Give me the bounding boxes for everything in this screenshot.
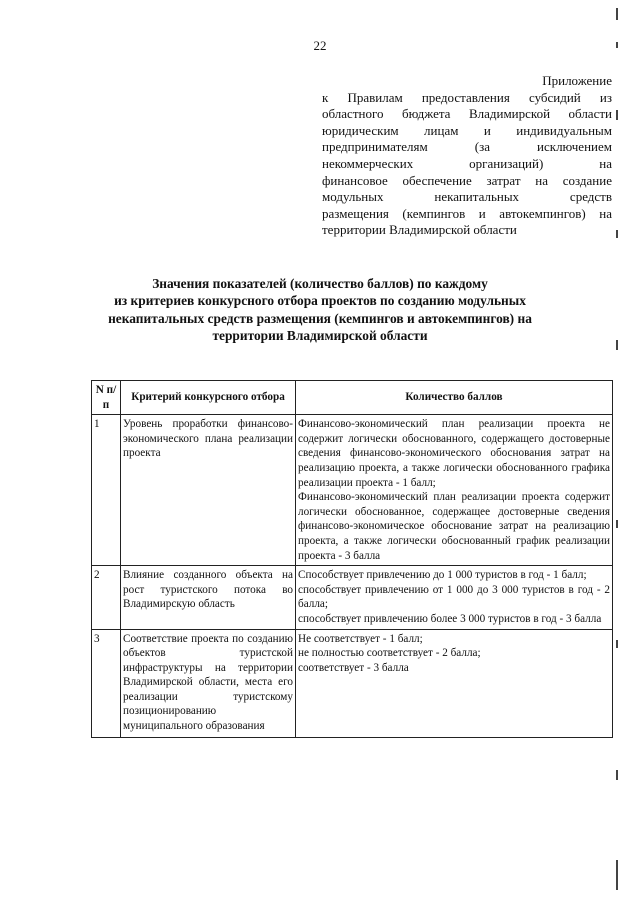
- row-criterion: Соответствие проекта по созданию объектов туристской инфраструктуры на территории Владимирской области, места его реализации туристскому позиционированию муниципального образования: [121, 629, 296, 737]
- row-score: [296, 629, 613, 737]
- appendix-line: модульных некапитальных средств: [322, 189, 612, 205]
- appendix-line: территории Владимирской области: [322, 222, 517, 238]
- scan-mark: [616, 340, 618, 350]
- score-line: Не соответствует - 1 балл;: [298, 632, 423, 645]
- scan-mark: [616, 860, 618, 890]
- score-line: способствует привлечению более 3 000 туристов в год - 3 балла: [298, 612, 602, 625]
- appendix-line: областного бюджета Владимирской области: [322, 106, 612, 122]
- table-row: [92, 629, 613, 737]
- row-num: 1: [92, 415, 121, 566]
- appendix-line: к Правилам предоставления субсидий из: [322, 89, 612, 105]
- row-score: [296, 415, 613, 566]
- score-line: способствует привлечению от 1 000 до 3 000 туристов в год - 2 балла;: [298, 583, 610, 611]
- document-title: [100, 275, 540, 345]
- scan-mark: [616, 520, 618, 528]
- appendix-line: некоммерческих организаций) на: [322, 155, 612, 171]
- table-row: [92, 566, 613, 629]
- row-score: [296, 566, 613, 629]
- appendix-line: размещения (кемпингов и автокемпингов) на: [322, 205, 612, 221]
- criteria-table: [91, 380, 613, 738]
- score-line: Способствует привлечению до 1 000 туристов в год - 1 балл;: [298, 569, 587, 582]
- header-num: N п/п: [92, 381, 121, 415]
- title-line: некапитальных средств размещения (кемпингов и автокемпингов) на: [108, 310, 532, 326]
- scan-mark: [616, 42, 618, 48]
- appendix-line: предпринимателям (за исключением: [322, 139, 612, 155]
- appendix-heading: Приложение: [542, 73, 612, 88]
- title-line: территории Владимирской области: [212, 328, 428, 344]
- scan-mark: [616, 640, 618, 648]
- title-line: из критериев конкурсного отбора проектов по созданию модульных: [114, 293, 526, 309]
- appendix-line: юридическим лицам и индивидуальным: [322, 122, 612, 138]
- scan-mark: [616, 770, 618, 780]
- scan-edge-marks: [612, 0, 618, 905]
- title-line: Значения показателей (количество баллов) по каждому: [152, 276, 488, 291]
- row-num: 3: [92, 629, 121, 737]
- scan-mark: [616, 8, 618, 20]
- table-row: [92, 415, 613, 566]
- row-criterion: Уровень проработки финансово-экономического плана реализации проекта: [121, 415, 296, 566]
- appendix-block: [322, 73, 612, 239]
- row-criterion: Влияние созданного объекта на рост туристского потока во Владимирскую область: [121, 566, 296, 629]
- appendix-line: финансовое обеспечение затрат на создание: [322, 172, 612, 188]
- row-num: 2: [92, 566, 121, 629]
- scan-mark: [616, 230, 618, 238]
- scan-mark: [616, 110, 618, 120]
- score-line: соответствует - 3 балла: [298, 661, 409, 674]
- table-header-row: [92, 381, 613, 415]
- page-number: 22: [313, 38, 327, 53]
- header-score: Количество баллов: [296, 381, 613, 415]
- score-line: не полностью соответствует - 2 балла;: [298, 647, 481, 660]
- score-line: Финансово-экономический план реализации проекта не содержит логически обоснованного, содержащего достоверные сведения финансово-экономического обоснования затрат на реализацию проекта, а также логически обоснованного графика реализации проекта - 1 балл;: [298, 418, 610, 489]
- header-criterion: Критерий конкурсного отбора: [121, 381, 296, 415]
- score-line: Финансово-экономический план реализации проекта содержит логически обоснованное, содержащее достоверные сведения финансово-экономическое обоснование затрат на реализацию проекта, а также логически обоснованный график реализации проекта - 3 балла: [298, 491, 610, 562]
